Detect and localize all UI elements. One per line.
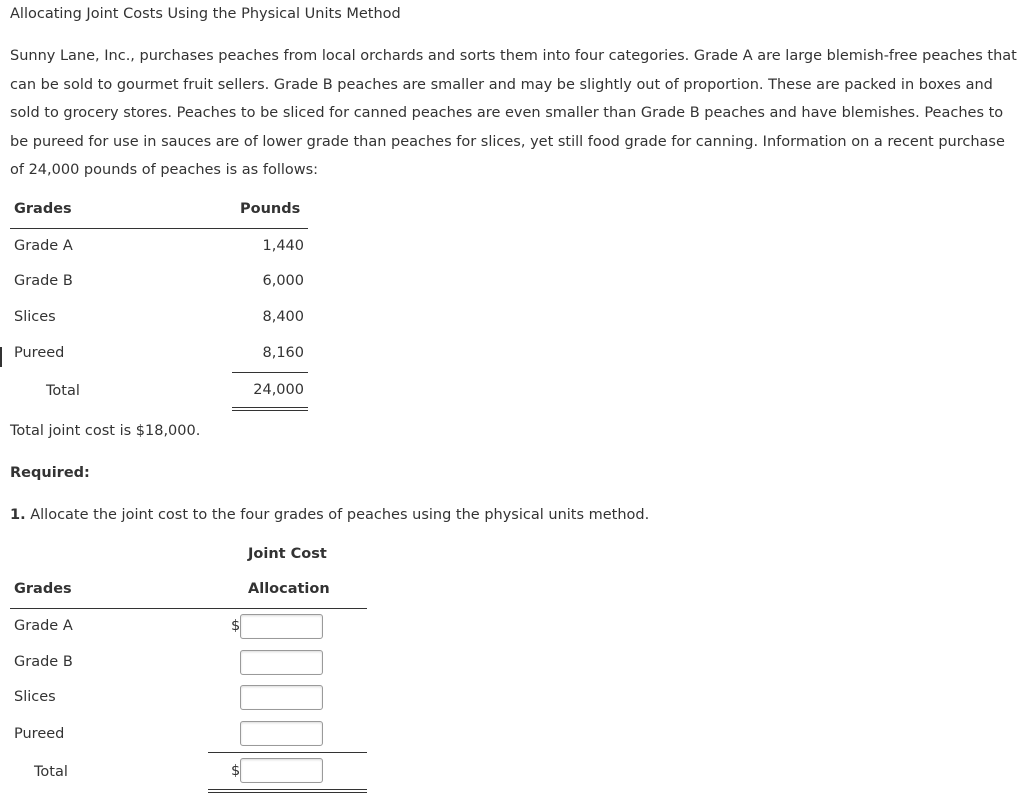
allocation-input-grade-b[interactable]: [240, 650, 323, 675]
table2-header-rule: [10, 608, 367, 609]
question-1: [10, 507, 649, 523]
table1-row-pounds: 1,440: [262, 238, 304, 254]
allocation-input-grade-a[interactable]: [240, 614, 323, 639]
left-edge-marker: [0, 347, 2, 367]
table1-row-grade: Pureed: [14, 345, 65, 361]
required-label: Required:: [10, 465, 90, 481]
table1-total-rule: [232, 372, 308, 373]
table2-row-grade: Grade B: [14, 654, 73, 670]
table2-row-grade: Slices: [14, 689, 56, 705]
dollar-sign: $: [231, 618, 241, 634]
page-title: Allocating Joint Costs Using the Physical Units Method: [10, 6, 401, 22]
table1-total-label: Total: [46, 383, 80, 399]
dollar-sign: $: [231, 763, 241, 779]
table1-row-pounds: 8,400: [262, 309, 304, 325]
allocation-input-total[interactable]: [240, 758, 323, 783]
table2-total-label: Total: [34, 764, 68, 780]
table1-row-grade: Grade A: [14, 238, 73, 254]
table2-row-grade: Pureed: [14, 726, 65, 742]
table2-total-rule: [208, 752, 367, 753]
joint-cost-note: Total joint cost is $18,000.: [10, 423, 201, 439]
table1-row-pounds: 8,160: [262, 345, 304, 361]
table1-header-grades: Grades: [14, 201, 72, 217]
table1-header-rule: [10, 228, 308, 229]
allocation-input-pureed[interactable]: [240, 721, 323, 746]
table1-row-grade: Slices: [14, 309, 56, 325]
table2-header-allocation: Allocation: [248, 581, 330, 597]
table2-row-grade: Grade A: [14, 618, 73, 634]
problem-intro: Sunny Lane, Inc., purchases peaches from local orchards and sorts them into four categories. Grade A are large blemish-free peaches that can be sold to gourmet fruit sellers. Grade B peaches are smaller and may be slightly out of proportion. These are packed in boxes and sold to grocery stores. Peaches to be sliced for canned peaches are even smaller than Grade B peaches and have blemishes. Peaches to be pureed for use in sauces are of lower grade than peaches for slices, yet still food grade for canning. Information on a recent purchase of 24,000 pounds of peaches is as follows:: [10, 48, 1017, 178]
question-number: 1.: [10, 507, 26, 523]
table1-total-value: 24,000: [253, 382, 304, 398]
table1-header-pounds: Pounds: [240, 201, 301, 217]
table1-row-pounds: 6,000: [262, 273, 304, 289]
allocation-input-slices[interactable]: [240, 685, 323, 710]
question-text: Allocate the joint cost to the four grades of peaches using the physical units method.: [25, 507, 650, 523]
table2-total-double-rule: [208, 789, 367, 793]
table1-total-double-rule: [232, 407, 308, 411]
table2-header-grades: Grades: [14, 581, 72, 597]
table2-header-joint-cost: Joint Cost: [248, 546, 327, 562]
table1-row-grade: Grade B: [14, 273, 73, 289]
